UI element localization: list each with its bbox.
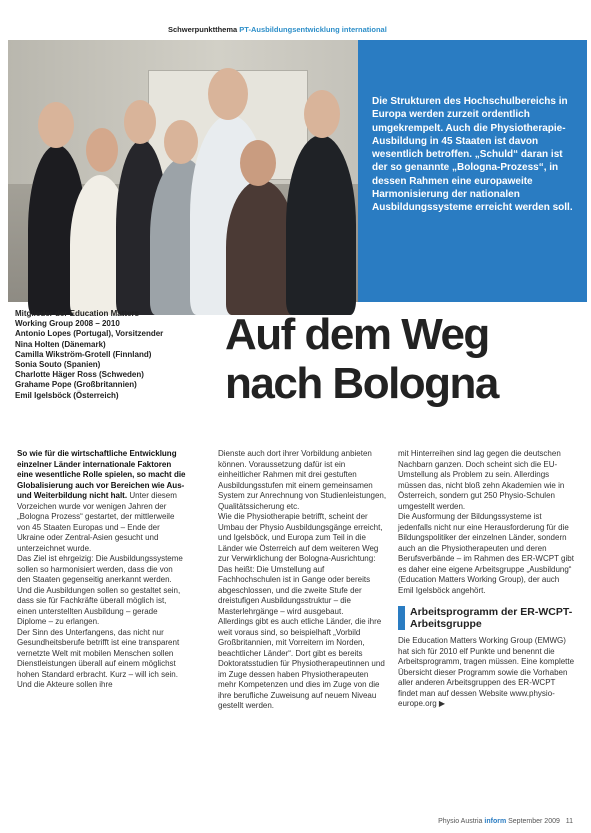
column-2 (218, 449, 388, 712)
body-text: Unter diesem Vorzeichen wurde vor wenigen Jahren der „Bologna Prozess“ gestartet, der mittlerweile von 45 Staaten Europas und – Ende der Ukraine oder Zentral-Asien gesucht und unterzeichnet wurde. (17, 491, 177, 553)
footer-brand: inform (484, 818, 507, 825)
person-2-head (86, 128, 118, 172)
group-line: Antonio Lopes (Portugal), Vorsitzender (15, 329, 164, 339)
title-line-1: Auf dem Weg (225, 310, 489, 359)
intro-text: Die Strukturen des Hochschulbereichs in Europa werden zurzeit ordentlich umgekrempelt. Auch die Physiotherapie-Ausbildung in 45 Staaten ist davon wesentlich betroffen. „Schuld“ daran ist der so genannte „Bologna-Prozess“, in dessen Rahmen eine europaweite Harmonisierung der nationalen Ausbildungssysteme erreicht werden soll. (372, 96, 573, 214)
group-line: Sonia Souto (Spanien) (15, 360, 101, 370)
group-line: Working Group 2008 – 2010 (15, 319, 120, 329)
page-number: 11 (565, 818, 573, 825)
group-line: Camilla Wikström-Grotell (Finnland) (15, 349, 152, 359)
group-line: Mitglieder der Education Matters (15, 309, 140, 318)
body-paragraph: Der Sinn des Unterfangens, das nicht nur Gesundheitsberufe betrifft ist eine transparent vernetzte Welt mit mobilen Menschen sollen Dienstleistungen überall auf einem möglichst hohen Standard erbracht. Kurz – will ich sein. Und die Akteure sollen ihre (17, 627, 180, 689)
column-3 (398, 449, 576, 710)
lead-text: So wie für die wirtschaftliche Entwicklung einzelner Länder internationale Faktoren eine wesentliche Rolle spielen, so macht die Globalisierung auch vor Bereichen wie Aus- und Weiterbildung nicht halt. (17, 449, 186, 500)
group-members-list (15, 309, 215, 401)
group-photo (8, 40, 358, 302)
section-header (168, 25, 387, 34)
group-line: Emil Igelsböck (Österreich) (15, 390, 119, 400)
body-paragraph: Das Ziel ist ehrgeizig: Die Ausbildungssysteme sollen so harmonisiert werden, dass die von den Staaten gegenseitig anerkannt werden. Und die Ausbildungen sollen so gestaltet sein, dass sie für Fachkräfte überall möglich ist, einen unterstellten Ausbildung – gerade Diplome – zu erlangen. (17, 554, 183, 626)
column-1 (17, 449, 187, 691)
person-7 (286, 135, 356, 315)
group-line: Nina Holten (Dänemark) (15, 339, 106, 349)
body-paragraph: Wie die Physiotherapie betrifft, scheint der Umbau der Physio Ausbildungsgänge erreicht, und Igelsböck, und Europa zum Teil in die Länder wie Österreich auf dem weiteren Weg zur Verwirklichung der Bologna-Ausrichtung: Das heißt: Die Umstellung auf Fachhochschulen ist in Gange oder bereits abgeschlossen, und die zweite Stufe der dreistufigen Ausbildungsstruktur – die Masterlehrgänge – wird ausgebaut. (218, 512, 383, 616)
person-6-head (240, 140, 276, 186)
person-3-head (124, 100, 156, 144)
body-paragraph: Dienste auch dort ihrer Vorbildung anbieten können. Voraussetzung dafür ist ein einheitlicher Rahmen mit drei gestuften Ausbildungsstufen mit einem gemeinsamen System zur Anrechnung von Studienleistungen, Qualitätssicherung etc. (218, 449, 387, 511)
title-line-2: nach Bologna (225, 359, 498, 408)
body-paragraph: Die Ausformung der Bildungssysteme ist jedenfalls nicht nur eine Herausforderung für die Bildungspolitiker der einzelnen Länder, sondern auch an die Physiotherapeuten und deren Berufsverbände – im Rahmen des ER-WCPT gibt es daher eine eigene Arbeitsgruppe „Ausbildung“ (Education Matters Working Group), der auch Emil Igelsböck angehört. (398, 512, 574, 595)
intro-box (358, 40, 587, 302)
page-footer (438, 818, 573, 825)
person-1-head (38, 102, 74, 148)
person-5-head (208, 68, 248, 120)
section-topic: PT-Ausbildungsentwicklung international (239, 25, 387, 34)
group-line: Charlotte Häger Ross (Schweden) (15, 370, 144, 380)
footer-issue: September 2009 (506, 818, 560, 825)
person-4-head (164, 120, 198, 164)
group-line: Grahame Pope (Großbritannien) (15, 380, 137, 390)
subheading: Arbeitsprogramm der ER-WCPT-Arbeitsgruppe (398, 606, 576, 630)
person-7-head (304, 90, 340, 138)
body-paragraph: Die Education Matters Working Group (EMWG) hat sich für 2010 elf Punkte und benennt die Arbeitsprogramm, tragen müssen. Eine komplette Übersicht dieser Programm sowie die Vorhaben aller anderen Arbeitsgruppen des ER-WCPT findet man auf dessen Website www.physio-europe.org ▶ (398, 636, 575, 708)
article-title (225, 310, 587, 408)
footer-brand-prefix: Physio Austria (438, 818, 485, 825)
section-label: Schwerpunktthema (168, 25, 238, 34)
body-paragraph: Allerdings gibt es auch etliche Länder, die ihre weit voraus sind, so beispielhaft „Vorbild Großbritannien, mit Vorreitern im Norden, beachtlicher Länder“. Dort gibt es bereits Doktoratsstudien für Physiotherapeutinnen und im Zuge dessen haben Physiotherapeuten mehr Kompetenzen und dies im Zuge von die ihre berufliche Zuweisung auf neuem Niveau gestellt werden. (218, 617, 385, 710)
body-paragraph: mit Hinterreihen sind lag gegen die deutschen Nachbarn ganzen. Doch scheint sich die EU-Umstellung als Problem zu sein. Allerdings müssen das, nicht bloß zehn Akademien wie in Österreich, sondern gut 250 Physio-Schulen umgestellt werden. (398, 449, 565, 511)
